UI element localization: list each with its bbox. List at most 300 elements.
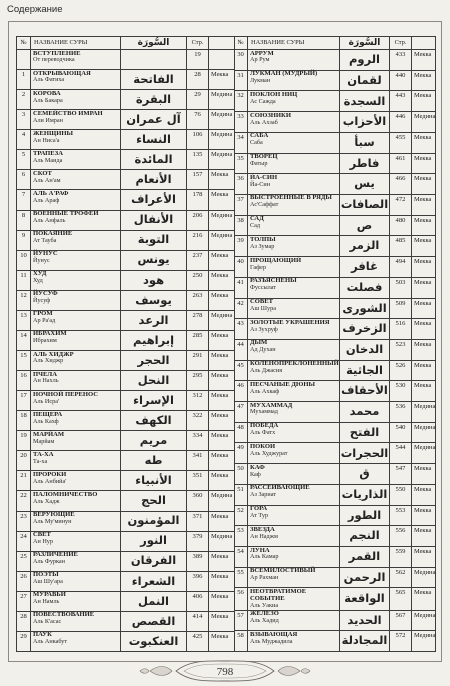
surah-transliteration: Ан Нур [33,538,53,545]
page-number: 28 [187,70,209,90]
surah-name-cell [248,195,340,216]
surah-name-cell [31,271,121,291]
surah-transliteration: Аз Зумар [250,242,275,250]
revelation-place: Мекка [209,612,235,632]
surah-transliteration: Ат Тауба [33,237,57,244]
surah-name: ПРОРОКИ [33,470,67,478]
page-number: 553 [390,506,412,527]
page-number: 351 [187,471,209,491]
revelation-place: Мекка [209,391,235,411]
surah-number: 23 [17,512,31,532]
surah-number: 41 [234,278,248,299]
page-number: 334 [187,431,209,451]
surah-arabic-name: الواقعة [340,588,390,610]
surah-arabic-name: مريم [121,431,187,451]
revelation-place: Медина [412,568,436,589]
surah-name-cell [248,112,340,133]
revelation-place: Мекка [412,195,436,216]
surah-name-cell [31,391,121,411]
surah-number: 27 [17,592,31,612]
surah-name: ПОКЛОН НИЦ [250,90,298,98]
surah-arabic-name: النور [121,532,187,552]
surah-number: 49 [234,443,248,464]
surah-arabic-name: فاطر [340,154,390,175]
surah-number: 17 [17,391,31,411]
surah-arabic-name: العنكبوت [121,632,187,652]
surah-number: 5 [17,150,31,170]
page-number: 379 [187,532,209,552]
surah-number: 53 [234,526,248,547]
page-number: 485 [390,236,412,257]
surah-name-cell [31,411,121,431]
surah-number: 32 [234,91,248,112]
surah-name: ЛУКМАН (МУДРЫЙ) [250,70,318,78]
surah-number: 44 [234,340,248,361]
page-number: 798 [216,666,234,678]
page-number: 237 [187,251,209,271]
surah-transliteration: Ан Нахль [33,377,59,385]
surah-arabic-name: المجادلة [340,631,390,652]
revelation-place: Медина [412,402,436,423]
page-number: 536 [390,402,412,423]
surah-number: 16 [17,371,31,391]
revelation-place: Медина [209,231,235,251]
surah-arabic-name: الدخان [340,340,390,361]
surah-transliteration: Аль Анфаль [33,216,66,224]
surah-name: ХУД [33,270,47,278]
surah-number: 21 [17,471,31,491]
surah-number: 19 [17,431,31,451]
surah-name: МУРАВЬИ [33,591,66,599]
surah-arabic-name: البقرة [121,90,187,110]
surah-name-cell [31,532,121,552]
page-number: 523 [390,340,412,361]
surah-number: 33 [234,112,248,133]
revelation-place: Мекка [209,251,235,271]
surah-arabic-name: الحديد [340,611,390,632]
page-number: 446 [390,112,412,133]
surah-transliteration: Мухаммад [250,408,278,416]
page-number: 414 [187,612,209,632]
revelation-place: Мекка [209,331,235,351]
surah-number: 48 [234,423,248,444]
surah-number: 46 [234,381,248,402]
surah-transliteration: Ас Сажда [250,97,276,105]
surah-number: 28 [17,612,31,632]
surah-transliteration: Аль Маида [33,156,63,164]
surah-transliteration: Аль Анбийа' [33,477,67,485]
surah-transliteration: Ар Рахман [250,574,279,582]
surah-arabic-name: الأنبياء [121,471,187,491]
surah-number: 37 [234,195,248,216]
page-number: 544 [390,443,412,464]
surah-arabic-name: الحجرات [340,443,390,464]
surah-arabic-name: الأعراف [121,190,187,210]
surah-transliteration: Аль Хадж [33,497,60,505]
surah-name: ДЫМ [250,339,268,347]
surah-name-cell [31,572,121,592]
surah-arabic-name: الحج [121,491,187,511]
surah-name-cell [248,547,340,568]
surah-name: ЖЕНЩИНЫ [33,129,74,137]
column-header-page: Стр. [187,37,209,50]
surah-name: АРРУМ [250,49,274,57]
surah-name: ЖЕЛЕЗО [250,610,279,618]
revelation-place: Мекка [412,485,436,506]
surah-name-cell [31,612,121,632]
revelation-place: Мекка [209,170,235,190]
page-number: 406 [187,592,209,612]
surah-number: 43 [234,319,248,340]
surah-arabic-name: الزخرف [340,319,390,340]
column-header-number: № [234,37,248,50]
ornament-right-scroll [278,667,310,676]
surah-name-cell [248,361,340,382]
surah-transliteration: Ар Рум [250,56,270,64]
page-number: 550 [390,485,412,506]
surah-transliteration: Аль Хадид [250,616,279,624]
surah-number [17,50,31,70]
surah-transliteration: Гафер [250,263,267,271]
page-number: 433 [390,50,412,71]
column-header-page: Стр. [390,37,412,50]
surah-number: 36 [234,174,248,195]
surah-transliteration: Аль Араф [33,196,60,204]
revelation-place: Мекка [412,71,436,92]
intro-subtitle: От переводчика [33,56,75,64]
surah-name-cell [248,257,340,278]
surah-name-cell [31,251,121,271]
surah-name-cell [248,319,340,340]
surah-name: РАЗЛИЧЕНИЕ [33,551,78,559]
surah-transliteration: Марйам [33,437,55,445]
revelation-place: Мекка [412,174,436,195]
surah-name: МАРЙАМ [33,430,65,438]
surah-name: ВЕРУЮЩИЕ [33,511,75,519]
revelation-place: Медина [209,90,235,110]
surah-number: 12 [17,291,31,311]
revelation-place: Мекка [412,91,436,112]
surah-number: 42 [234,299,248,320]
surah-arabic-name: ق [340,464,390,485]
surah-name-cell [31,592,121,612]
surah-arabic-name: إبراهيم [121,331,187,351]
surah-name: РАЗЪЯСНЕНЫ [250,277,297,285]
page-number: 547 [390,464,412,485]
page-number: 178 [187,190,209,210]
surah-name: ПЕЩЕРА [33,410,63,418]
surah-transliteration: Аль К'асас [33,618,62,626]
revelation-place: Мекка [412,154,436,175]
page-number: 567 [390,611,412,632]
surah-number: 35 [234,154,248,175]
page-number: 530 [390,381,412,402]
surah-arabic-name: الفاتحة [121,70,187,90]
page-number: 516 [390,319,412,340]
surah-number: 7 [17,190,31,210]
surah-number: 13 [17,311,31,331]
page-number: 443 [390,91,412,112]
surah-number: 15 [17,351,31,371]
surah-number: 24 [17,532,31,552]
surah-name-cell [248,381,340,402]
surah-number: 55 [234,568,248,589]
revelation-place: Мекка [209,271,235,291]
surah-name-cell [248,91,340,112]
surah-name-cell [31,451,121,471]
surah-name-cell [248,506,340,527]
revelation-place: Мекка [412,340,436,361]
surah-transliteration: Худ [33,277,43,285]
surah-arabic-name: النساء [121,130,187,150]
surah-arabic-name: الشورى [340,299,390,320]
revelation-place: Мекка [209,190,235,210]
surah-arabic-name: الذاريات [340,485,390,506]
revelation-place: Мекка [209,70,235,90]
surah-arabic-name: الجاثية [340,361,390,382]
surah-transliteration: Аль Джасия [250,367,283,375]
surah-arabic-name: الزمر [340,236,390,257]
revelation-place: Медина [412,611,436,632]
column-header-number: № [17,37,31,50]
surah-name-cell [31,170,121,190]
surah-name-cell [31,70,121,90]
revelation-place: Медина [209,150,235,170]
revelation-place: Мекка [209,471,235,491]
surah-name: КОЛЕНОПРЕКЛОНЕННЫЙ [250,360,339,368]
revelation-place: Медина [209,130,235,150]
surah-transliteration: Ат Тур [250,512,269,520]
surah-transliteration: Али Имран [33,116,63,124]
surah-transliteration: Фуссылат [250,284,277,292]
page-number: 19 [187,50,209,70]
surah-name: ПЧЕЛА [33,370,57,378]
surah-arabic-name: الكهف [121,411,187,431]
page-number: 29 [187,90,209,110]
surah-number: 10 [17,251,31,271]
surah-number: 11 [17,271,31,291]
surah-transliteration: Аль Исра' [33,397,60,405]
surah-transliteration: Йунус [33,257,50,265]
surah-name: ПОЭТЫ [33,571,59,579]
surah-name: САД [250,215,264,223]
revelation-place: Мекка [412,526,436,547]
surah-number: 14 [17,331,31,351]
surah-name: НОЧНОЙ ПЕРЕНОС [33,390,99,398]
surah-transliteration: Аль Ан'ам [33,176,61,184]
surah-arabic-name: الأحزاب [340,112,390,133]
revelation-place: Мекка [412,506,436,527]
revelation-place [209,50,235,70]
page-footer-ornament [0,656,450,686]
revelation-place: Мекка [412,381,436,402]
revelation-place: Мекка [209,291,235,311]
surah-name-cell [31,150,121,170]
surah-transliteration: Каф [250,470,261,478]
surah-name: НЕОТВРАТИМОЕ СОБЫТИЕ [250,587,307,602]
surah-name-cell [31,90,121,110]
surah-name-cell [248,464,340,485]
page-number: 556 [390,526,412,547]
surah-name: ЗВЕЗДА [250,525,275,533]
revelation-place: Медина [412,631,436,652]
surah-number: 3 [17,110,31,130]
surah-name: ВОЕННЫЕ ТРОФЕИ [33,210,99,218]
surah-name-cell [31,552,121,572]
surah-number: 57 [234,611,248,632]
surah-transliteration: Аль Уакиа [250,601,279,609]
surah-transliteration: Аль Муджадила [250,637,293,645]
surah-arabic-name: الأنعام [121,170,187,190]
surah-transliteration: Аль Хиджр [33,357,64,365]
surah-arabic-name: التوبة [121,231,187,251]
surah-name: СОЮЗНИКИ [250,111,291,119]
surah-name-cell [31,211,121,231]
surah-number: 25 [17,552,31,572]
page-number: 206 [187,211,209,231]
surah-name-cell [31,110,121,130]
surah-arabic-name: القمر [340,547,390,568]
surah-transliteration: Аш Шура [250,304,276,312]
surah-arabic-name: الرعد [121,311,187,331]
surah-arabic-name: الروم [340,50,390,71]
surah-name: ПАЛОМНИЧЕСТВО [33,490,98,498]
surah-name-cell [248,443,340,464]
surah-name-cell [31,632,121,652]
surah-name: ЗОЛОТЫЕ УКРАШЕНИЯ [250,318,330,326]
surah-name-cell [248,71,340,92]
surah-arabic-name: الصافات [340,195,390,216]
column-header-arabic: السُّورَة [121,37,187,50]
surah-name: СЕМЕЙСТВО ИМРАН [33,109,103,117]
surah-arabic-name: هود [121,271,187,291]
surah-name: ПОБЕДА [250,422,279,430]
page-number: 263 [187,291,209,311]
surah-name: ТРАПЕЗА [33,149,64,157]
surah-transliteration: Аль Кахф [33,417,59,425]
surah-name-cell [248,423,340,444]
surah-name-cell [31,371,121,391]
surah-name-cell [248,588,340,610]
revelation-place: Мекка [412,319,436,340]
page-number: 312 [187,391,209,411]
page-number: 341 [187,451,209,471]
surah-name-cell [248,154,340,175]
surah-name: ВЗЫВАЮЩАЯ [250,630,298,638]
surah-number: 22 [17,491,31,511]
revelation-place: Мекка [412,547,436,568]
surah-transliteration: Ибрахим [33,337,57,345]
surah-number: 4 [17,130,31,150]
page-number: 494 [390,257,412,278]
surah-name-cell [31,311,121,331]
surah-name-cell [248,402,340,423]
surah-name-cell [31,431,121,451]
surah-name-cell [31,190,121,210]
revelation-place: Мекка [412,361,436,382]
surah-name-cell [248,133,340,154]
page-number: 526 [390,361,412,382]
surah-number: 29 [17,632,31,652]
surah-arabic-name: الشعراء [121,572,187,592]
surah-number: 18 [17,411,31,431]
surah-number: 8 [17,211,31,231]
revelation-place: Мекка [209,351,235,371]
surah-arabic-name: المائدة [121,150,187,170]
surah-name-cell [248,174,340,195]
surah-arabic-name: السجدة [340,91,390,112]
intro-title: ВСТУПЛЕНИЕ [33,49,81,57]
surah-transliteration: Сад [250,222,261,230]
surah-transliteration: Ан Намль [33,598,60,606]
surah-name-cell [31,351,121,371]
surah-transliteration: Аль Бакара [33,96,63,104]
revelation-place: Мекка [209,592,235,612]
revelation-place: Мекка [412,133,436,154]
surah-name: ЙУСУФ [33,290,58,298]
surah-number: 52 [234,506,248,527]
surah-arabic-name: الأنفال [121,211,187,231]
page-number: 106 [187,130,209,150]
revelation-place: Медина [209,211,235,231]
page-number: 559 [390,547,412,568]
page-number: 360 [187,491,209,511]
surah-name: ПРОЩАЮЩИЙ [250,256,302,264]
surah-name: ПОКОИ [250,442,276,450]
surah-transliteration: Аз Зариат [250,491,277,499]
surah-number: 6 [17,170,31,190]
surah-number: 2 [17,90,31,110]
surah-number: 38 [234,216,248,237]
revelation-place: Мекка [209,512,235,532]
surah-number: 30 [234,50,248,71]
surah-number: 20 [17,451,31,471]
surah-arabic-name: النجم [340,526,390,547]
surah-name-cell [31,50,121,70]
page-number: 278 [187,311,209,331]
surah-transliteration: Аль Ахкаф [250,387,280,395]
surah-number: 51 [234,485,248,506]
surah-number: 45 [234,361,248,382]
page-number: 285 [187,331,209,351]
surah-transliteration: Ад Духан [250,346,276,354]
page-title: Содержание [7,4,63,15]
surah-transliteration: Фатыр [250,159,268,167]
column-header-origin [209,37,235,50]
page-number: 250 [187,271,209,291]
surah-arabic-name: الفرقان [121,552,187,572]
page-number: 371 [187,512,209,532]
page-number: 562 [390,568,412,589]
surah-transliteration: Аз Зухруф [250,325,278,333]
surah-transliteration: Ан Ниса'а [33,136,60,144]
surah-number: 47 [234,402,248,423]
surah-arabic-name: محمد [340,402,390,423]
surah-arabic-name: لقمان [340,71,390,92]
surah-arabic-name [121,50,187,70]
surah-number: 31 [234,71,248,92]
revelation-place: Мекка [412,236,436,257]
page-number: 455 [390,133,412,154]
surah-number: 1 [17,70,31,90]
page-number: 540 [390,423,412,444]
surah-arabic-name: الرحمن [340,568,390,589]
surah-arabic-name: الطور [340,506,390,527]
revelation-place: Мекка [209,431,235,451]
surah-name: ЙА-СИН [250,173,278,181]
surah-name-cell [248,631,340,652]
page-number: 509 [390,299,412,320]
